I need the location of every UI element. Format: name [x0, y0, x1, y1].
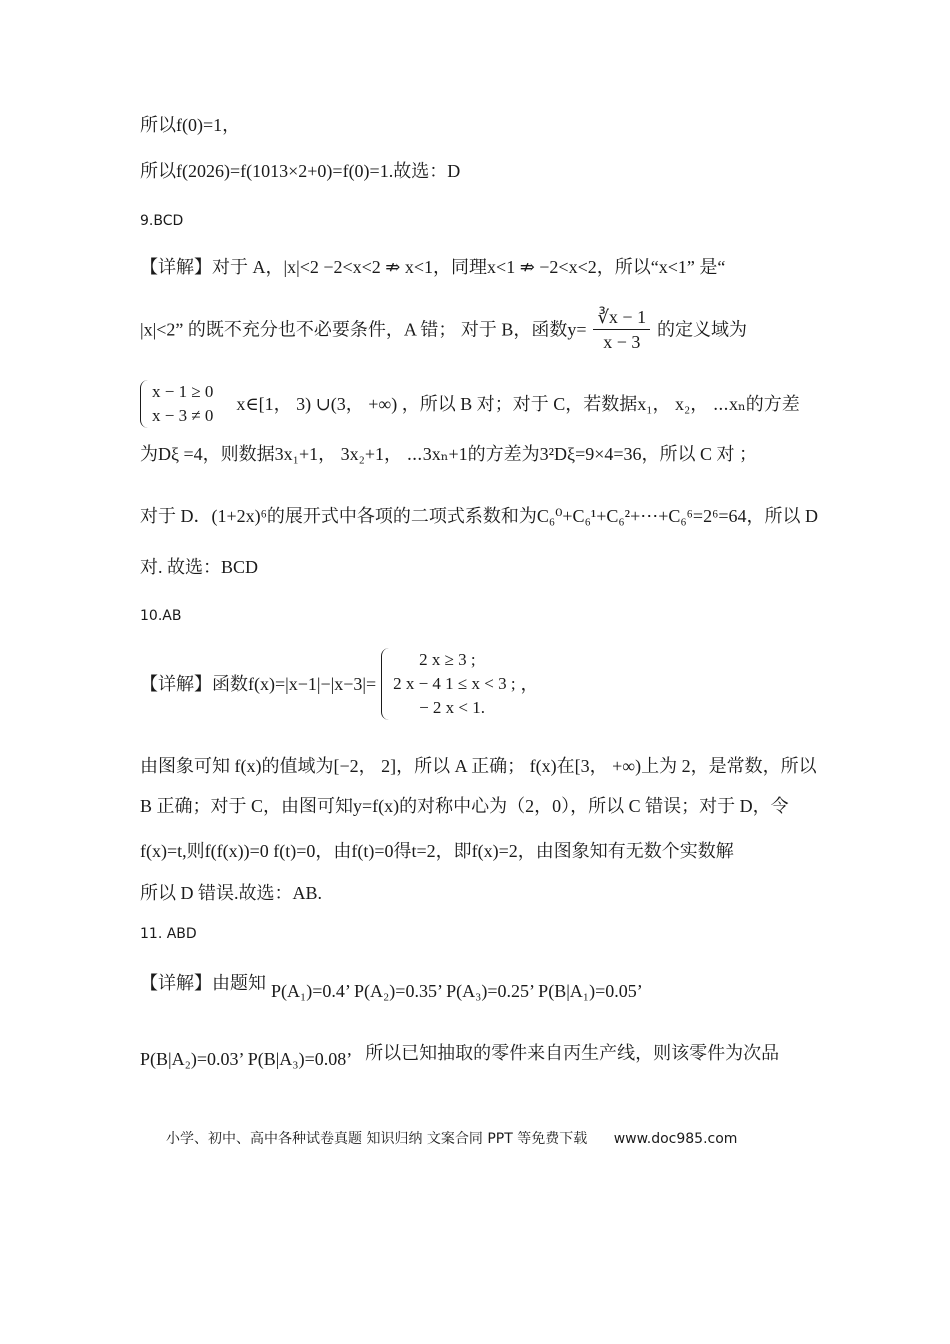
line-9-d: 对于 D．(1+2x)⁶的展开式中各项的二项式系数和为C₆⁰+C₆¹+C₆²+⋯+C₆⁶=2⁶=64，所以 D	[140, 506, 819, 526]
line-9-b: |x|<2” 的既不充分也不必要条件，A 错； 对于 B，函数y= $\frac{∛x - 1}{x - 3}$ 的定义域为	[140, 307, 748, 352]
line-9-domain: x − 1 ≥ 0 x − 3 ≠ 0 x∈[1， 3) ∪(3， +∞) ，所以 B 对；对于 C，若数据x₁， x₂， ⋯xₙ的方差	[140, 380, 820, 432]
line-10-conclusion: 所以 D 错误.故选：AB.	[140, 883, 323, 903]
line-9-c: 为Dξ =4，则数据3x₁+1， 3x₂+1， ⋯3xₙ+1的方差为3²Dξ=9×4=36，所以 C 对 ；	[140, 444, 758, 464]
line-9-conclusion: 对. 故选：BCD	[140, 557, 259, 577]
line-10-c: f(x)=t,则f(f(x))=0 f(t)=0，由f(t)=0得t=2，即f(x)=2，由图象知有无数个实数解	[140, 841, 734, 861]
line-11-a: 【详解】由题知 P(A₁)=0.4’ P(A₂)=0.35’ P(A₃)=0.25’ P(B|A₁)=0.05’	[140, 973, 643, 1001]
line-f2026: 所以f(2026)=f(1013×2+0)=f(0)=1.故选：D	[140, 161, 461, 181]
answer-11: 11. ABD	[140, 926, 197, 942]
footer	[166, 1128, 737, 1148]
fraction-y: $\frac{∛x - 1}{x - 3}$	[593, 305, 650, 354]
line-9-a: 【详解】对于 A，|x|<2 −2<x<2 ⇏ x<1，同理x<1 ⇏ −2<x<2，所以“x<1” 是“	[140, 257, 726, 277]
line-10-fx: 【详解】函数f(x)=|x−1|−|x−3|= 2 x ≥ 3 ; 2 x − 4 1 ≤ x < 3 ; − 2 x < 1. ，	[140, 648, 820, 724]
footer-text: 小学、初中、高中各种试卷真题 知识归纳 文案合同 PPT 等免费下载	[166, 1131, 588, 1147]
footer-url[interactable]: www.doc985.com	[613, 1131, 738, 1147]
line-10-b: B 正确；对于 C，由图可知y=f(x)的对称中心为（2，0），所以 C 错误；对于 D，令	[140, 796, 789, 816]
answer-9: 9.BCD	[140, 213, 184, 229]
line-f0: 所以f(0)=1，	[140, 115, 241, 135]
system-b: x − 1 ≥ 0 x − 3 ≠ 0	[140, 380, 213, 428]
system-fx: 2 x ≥ 3 ; 2 x − 4 1 ≤ x < 3 ; − 2 x < 1.	[381, 648, 515, 720]
line-10-a: 由图象可知 f(x)的值域为[−2， 2]，所以 A 正确； f(x)在[3， +∞)上为 2，是常数，所以	[140, 756, 817, 776]
answer-10: 10.AB	[140, 608, 182, 624]
line-11-b: P(B|A₂)=0.03’ P(B|A₃)=0.08’ 所以已知抽取的零件来自丙生产线，则该零件为次品	[140, 1043, 780, 1069]
